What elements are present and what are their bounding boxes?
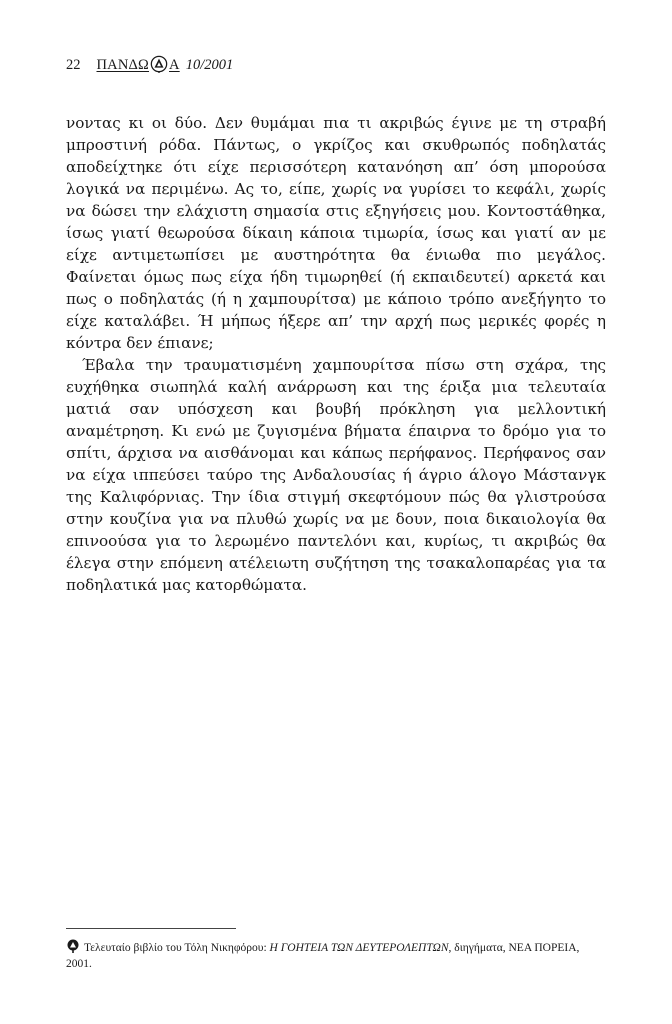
paragraph-1: νοντας κι οι δύο. Δεν θυμάμαι πια τι ακριβώς έγινε με τη στραβή μπροστινή ρόδα. Πάντως, ο γκρίζος και σκυθρωπός ποδηλατάς αποδείχτηκε ότι είχε περισσότερη κατανόηση απ’ όση μπορούσα λογικά να περιμένω. Ας το, είπε, χωρίς να γυρίσει το κεφάλι, χωρίς να δώσει την ελάχιστη σημασία στις εξηγήσεις μου. Κοντοστάθηκα, ίσως γιατί θεωρούσα δίκαιη κάποια τιμωρία, ίσως και γιατί αν με είχε αντιμετωπίσει με αυστηρότητα θα ένιωθα πιο μεγάλος. Φαίνεται όμως πως είχα ήδη τιμωρηθεί (ή εκπαιδευτεί) αρκετά και πως ο ποδηλατάς (ή η χαμπουρίτσα) με κάποιο τρόπο ανεξήγητο το είχε καταλάβει. Ή μήπως ήξερε απ’ την αρχή πως μερικές φορές η κόντρα δεν έπιανε; <box>66 114 606 352</box>
article-body <box>66 112 606 596</box>
paragraph-2: Έβαλα την τραυματισμένη χαμπουρίτσα πίσω στη σχάρα, της ευχήθηκα σιωπηλά καλή ανάρρωση και της έριξα μια τελευταία ματιά σαν υπόσχεση και βουβή πρόκληση για μελλοντική αναμέτρηση. Κι ενώ με ζυγισμένα βήματα έπαιρνα το δρόμο για το σπίτι, άρχισα να αισθάνομαι και κάπως περήφανος. Περήφανος σαν να είχα ιππεύσει ταύρο της Ανδαλουσίας ή άγριο άλογο Μάστανγκ της Καλιφόρνιας. Την ίδια στιγμή σκεφτόμουν πώς θα γλιστρούσα στην κουζίνα για να πλυθώ χωρίς να με δουν, ποια δικαιολογία θα επινοούσα για το λερωμένο παντελόνι και, κυρίως, τι ακριβώς θα έλεγα στην επόμενη ατέλειωτη συζήτηση της τσακαλοπαρέας για τα ποδηλατικά μας κατορθώματα. <box>66 356 606 594</box>
pandora-emblem-icon <box>150 55 168 73</box>
journal-name-left: ΠΑΝΔΩ <box>96 56 150 73</box>
footnote-book-title: Η ΓΟΗΤΕΙΑ ΤΩΝ ΔΕΥΤΕΡΟΛΕΠΤΩΝ <box>269 942 449 954</box>
footnote <box>66 939 606 972</box>
journal-name-right: Α <box>169 56 180 73</box>
journal-logo <box>97 56 180 74</box>
page-number: 22 <box>66 56 81 73</box>
footnote-marker-icon <box>66 939 80 953</box>
footnote-prefix: Τελευταίο βιβλίο του Τόλη Νικηφόρου: <box>84 942 270 954</box>
footnote-divider <box>66 928 236 929</box>
issue-label: 10/2001 <box>185 56 234 73</box>
footnote-suffix: , διηγήματα, ΝΕΑ ΠΟΡΕΙΑ, 2001. <box>66 942 580 970</box>
running-header <box>66 52 233 78</box>
